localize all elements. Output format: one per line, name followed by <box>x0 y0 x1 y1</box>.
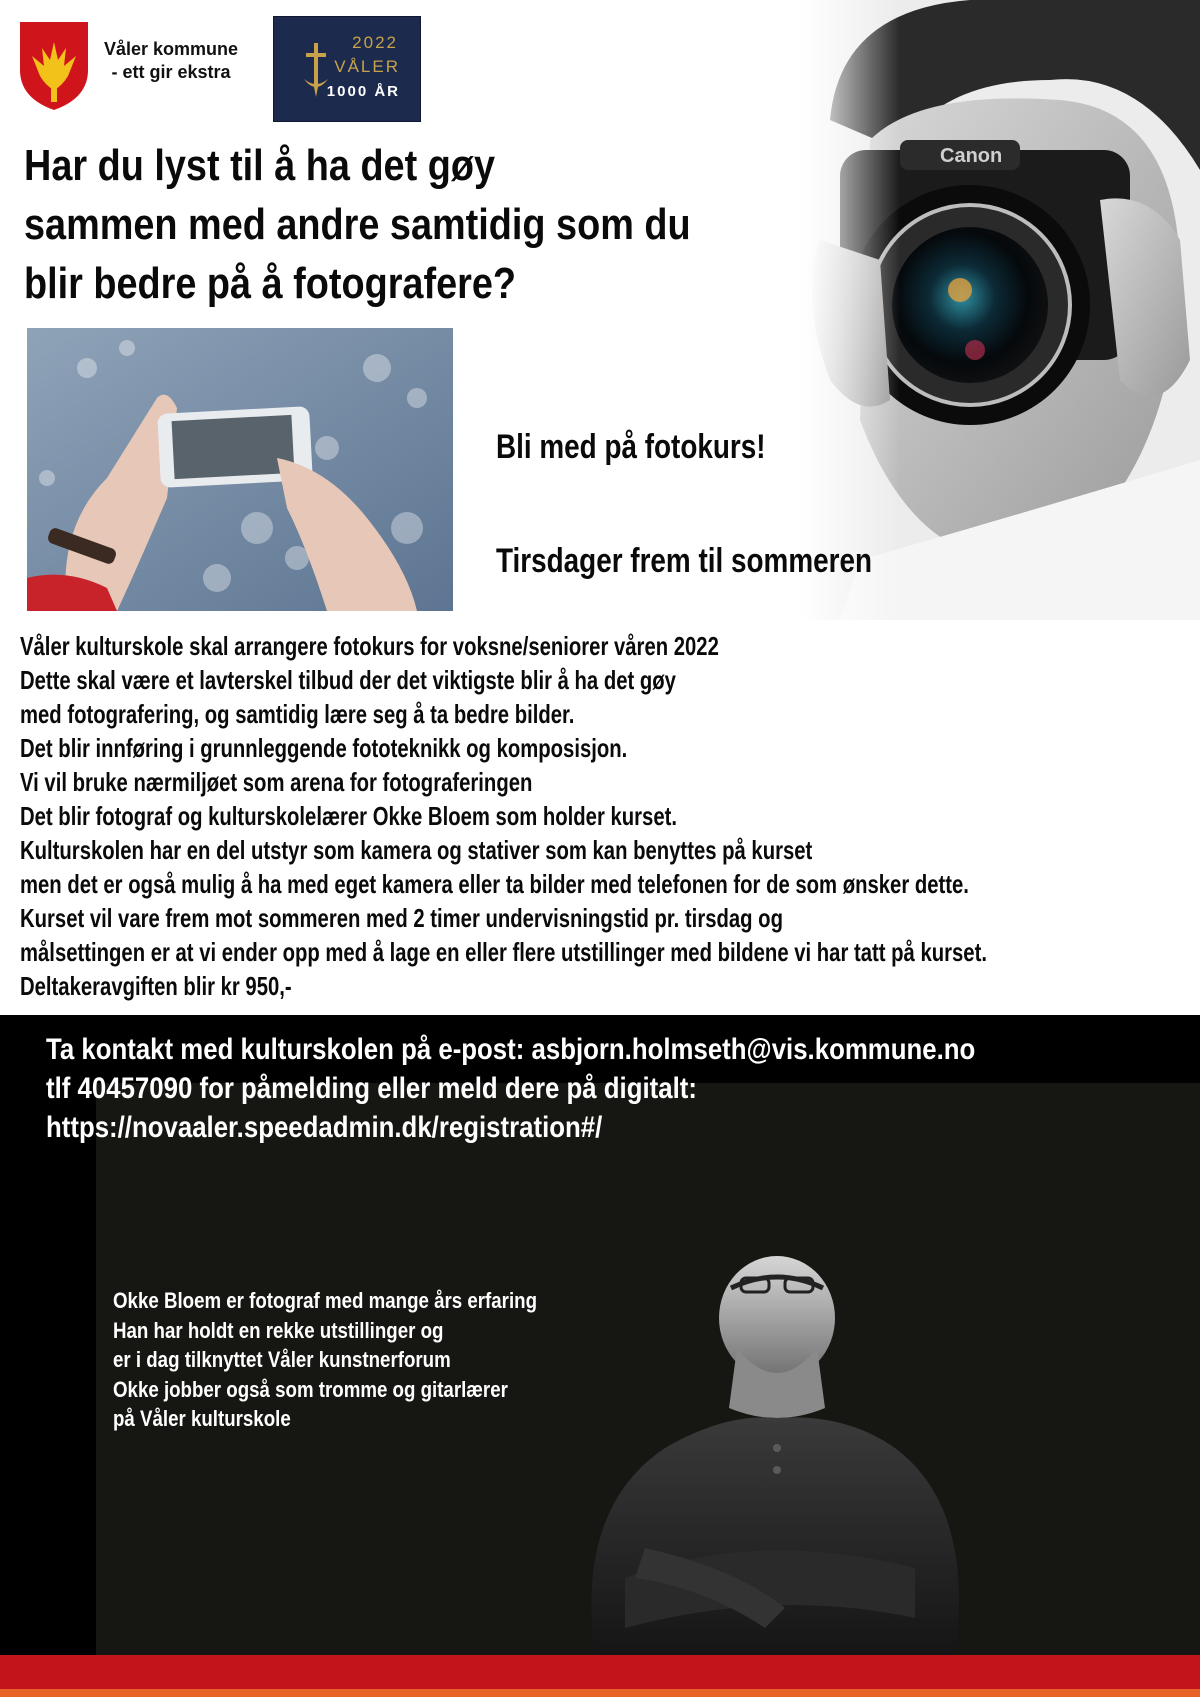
teacher-bio <box>113 1286 537 1434</box>
description-line: Det blir innføring i grunnleggende fototeknikk og komposisjon. <box>20 733 628 763</box>
hands-holding-smartphone-photo <box>27 328 453 611</box>
bio-line: Okke Bloem er fotograf med mange års erfaring <box>113 1288 538 1313</box>
bio-line: er i dag tilknyttet Våler kunstnerforum <box>113 1347 451 1372</box>
footer-stripe-orange <box>0 1689 1200 1697</box>
anniversary-years: 1000 ÅR <box>326 83 400 100</box>
bio-line: på Våler kulturskole <box>113 1406 291 1431</box>
description-line: målsettingen er at vi ender opp med å lage en eller flere utstillinger med bildene vi har tatt på kurset. <box>20 937 987 967</box>
headline-line: sammen med andre samtidig som du <box>24 200 691 249</box>
bio-line: Han har holdt en rekke utstillinger og <box>113 1317 444 1343</box>
teacher-portrait-photo <box>555 1248 975 1655</box>
description-line: Kurset vil vare frem mot sommeren med 2 timer undervisningstid pr. tirsdag og <box>20 903 783 933</box>
description-line: Deltakeravgiften blir kr 950,- <box>20 971 292 1001</box>
registration-link[interactable]: https://novaaler.speedadmin.dk/registration#/ <box>46 1111 603 1144</box>
footer-stripe-red <box>0 1655 1200 1689</box>
course-invitation: Bli med på fotokurs! <box>496 428 766 466</box>
description-line: Våler kulturskole skal arrangere fotokurs for voksne/seniorer våren 2022 <box>20 631 719 661</box>
description-line: med fotografering, og samtidig lære seg å ta bedre bilder. <box>20 699 575 729</box>
description-line: men det er også mulig å ha med eget kamera eller ta bilder med telefonen for de som ønsker dette. <box>20 869 969 899</box>
course-description <box>20 629 987 1003</box>
description-line: Det blir fotograf og kulturskolelærer Okke Bloem som holder kurset. <box>20 801 677 831</box>
headline-line: blir bedre på å fotografere? <box>24 259 517 308</box>
organization-name-line1: Våler kommune <box>104 39 239 59</box>
valer-coat-of-arms-logo <box>18 20 90 112</box>
anniversary-badge <box>273 16 421 122</box>
anniversary-year: 2022 <box>352 33 398 52</box>
contact-phone-line: tlf 40457090 for påmelding eller meld dere på digitalt: <box>46 1072 697 1105</box>
headline-line: Har du lyst til å ha det gøy <box>24 141 495 190</box>
organization-name <box>104 38 238 84</box>
anniversary-name: VÅLER <box>334 57 400 76</box>
course-schedule: Tirsdager frem til sommeren <box>496 542 873 580</box>
contact-email-line[interactable]: Ta kontakt med kulturskolen på e-post: asbjorn.holmseth@vis.kommune.no <box>46 1033 976 1066</box>
description-line: Dette skal være et lavterskel tilbud der det viktigste blir å ha det gøy <box>20 665 676 695</box>
bio-line: Okke jobber også som tromme og gitarlærer <box>113 1376 508 1402</box>
description-line: Kulturskolen har en del utstyr som kamera og stativer som kan benyttes på kurset <box>20 835 813 865</box>
description-line: Vi vil bruke nærmiljøet som arena for fotograferingen <box>20 767 533 797</box>
headline <box>24 136 691 313</box>
contact-info <box>46 1030 975 1147</box>
person-holding-camera-photo <box>800 0 1200 620</box>
organization-slogan: - ett gir ekstra <box>111 62 231 82</box>
